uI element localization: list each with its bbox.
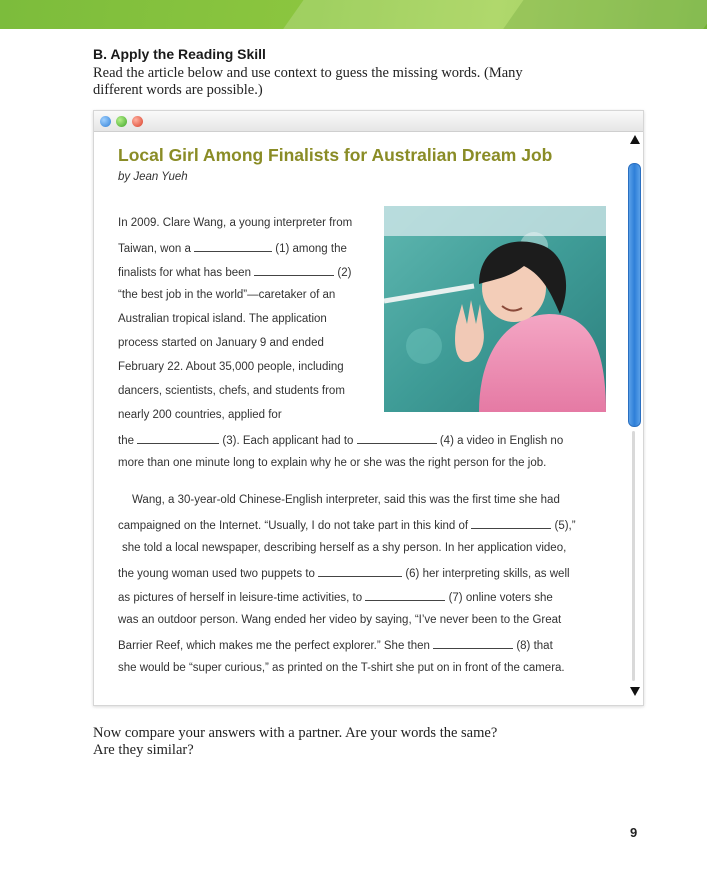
text: dancers, scientists, chefs, and students from xyxy=(118,385,345,397)
text: “the best job in the world”—caretaker of an xyxy=(118,289,336,301)
blank-3[interactable] xyxy=(137,433,219,444)
blank-4[interactable] xyxy=(357,433,437,444)
p1-line-5 xyxy=(118,313,327,325)
text: (6) her interpreting skills, as well xyxy=(405,568,570,580)
followup-line-1: Now compare your answers with a partner. Are your words the same? xyxy=(93,725,498,741)
scroll-down-icon[interactable] xyxy=(630,687,640,696)
text: among the xyxy=(289,243,347,255)
text: (7) online voters she xyxy=(448,592,553,604)
text: (4) a video in English no xyxy=(439,435,564,447)
window-dot-green-icon[interactable] xyxy=(116,116,127,127)
text: nearly 200 countries, applied for xyxy=(118,409,282,421)
p1-line-10 xyxy=(118,433,563,447)
p2-line-2 xyxy=(118,518,576,532)
p1-line-7 xyxy=(118,361,344,373)
band-stripe-dark xyxy=(488,0,707,29)
blank-number: (2) xyxy=(337,267,352,279)
text: campaigned on the Internet. “Usually, I do not take part in this kind of xyxy=(118,520,472,532)
instructions-line-2: different words are possible.) xyxy=(93,82,263,98)
section-title: B. Apply the Reading Skill xyxy=(93,46,266,62)
text: the young woman used two puppets to xyxy=(118,568,319,580)
p1-line-9 xyxy=(118,409,282,421)
text: Australian tropical island. The application xyxy=(118,313,327,325)
scrollbar-rail[interactable] xyxy=(632,431,635,681)
text: Barrier Reef, which makes me the perfect explorer.” She then xyxy=(118,640,434,652)
text: the xyxy=(118,435,138,447)
p1-line-4 xyxy=(118,289,335,301)
p2-line-1: Wang, a 30-year-old Chinese-English interpreter, said this was the first time she had xyxy=(132,494,560,506)
text: process started on January 9 and ended xyxy=(118,337,324,349)
p2-line-5 xyxy=(118,590,553,604)
blank-7[interactable] xyxy=(365,590,445,601)
article-photo xyxy=(384,206,606,412)
blank-5[interactable] xyxy=(471,518,551,529)
p1-line-6 xyxy=(118,337,324,349)
blank-1[interactable] xyxy=(194,241,272,252)
instructions-line-1: Read the article below and use context to guess the missing words. (Many xyxy=(93,65,523,81)
text: February 22. About 35,000 people, including xyxy=(118,361,344,373)
scroll-up-icon[interactable] xyxy=(630,135,640,144)
p1-line-8 xyxy=(118,385,345,397)
text: (3). Each applicant had to xyxy=(222,435,357,447)
blank-8[interactable] xyxy=(433,638,513,649)
window-dot-red-icon[interactable] xyxy=(132,116,143,127)
p1-line-2 xyxy=(118,241,347,255)
p1-line-11: more than one minute long to explain why he or she was the right person for the job. xyxy=(118,457,547,469)
p1-line-1 xyxy=(118,217,352,229)
text: finalists for what has been xyxy=(118,267,255,279)
text: (5),” xyxy=(554,520,576,532)
text: (8) that xyxy=(516,640,553,652)
followup-line-2: Are they similar? xyxy=(93,742,194,758)
top-color-band xyxy=(0,0,707,29)
followup-instructions xyxy=(93,725,533,759)
article-byline: by Jean Yueh xyxy=(118,171,188,183)
p2-line-6: was an outdoor person. Wang ended her video by saying, “I’ve never been to the Great xyxy=(118,614,562,626)
instructions xyxy=(93,65,533,99)
scrollbar[interactable] xyxy=(626,131,643,705)
blank-6[interactable] xyxy=(318,566,402,577)
window-titlebar xyxy=(94,111,643,132)
p2-line-8: she would be “super curious,” as printed on the T-shirt she put on in front of the camera. xyxy=(118,662,565,674)
scrollbar-thumb[interactable] xyxy=(628,163,641,427)
window-dot-blue-icon[interactable] xyxy=(100,116,111,127)
blank-2[interactable] xyxy=(254,265,334,276)
text: In 2009. Clare Wang, a young interpreter from xyxy=(118,217,353,229)
p1-line-3 xyxy=(118,265,351,279)
p2-line-3: she told a local newspaper, describing herself as a shy person. In her application video, xyxy=(122,542,567,554)
text: Taiwan, won a xyxy=(118,243,195,255)
blank-number: (1) xyxy=(275,243,290,255)
photo-bubble xyxy=(406,328,442,364)
p2-line-4 xyxy=(118,566,570,580)
photo-sky xyxy=(384,206,606,236)
page-number: 9 xyxy=(630,825,638,840)
p2-line-7 xyxy=(118,638,553,652)
article-headline: Local Girl Among Finalists for Australian Dream Job xyxy=(118,145,553,165)
browser-window xyxy=(93,110,644,706)
text: as pictures of herself in leisure-time activities, to xyxy=(118,592,366,604)
